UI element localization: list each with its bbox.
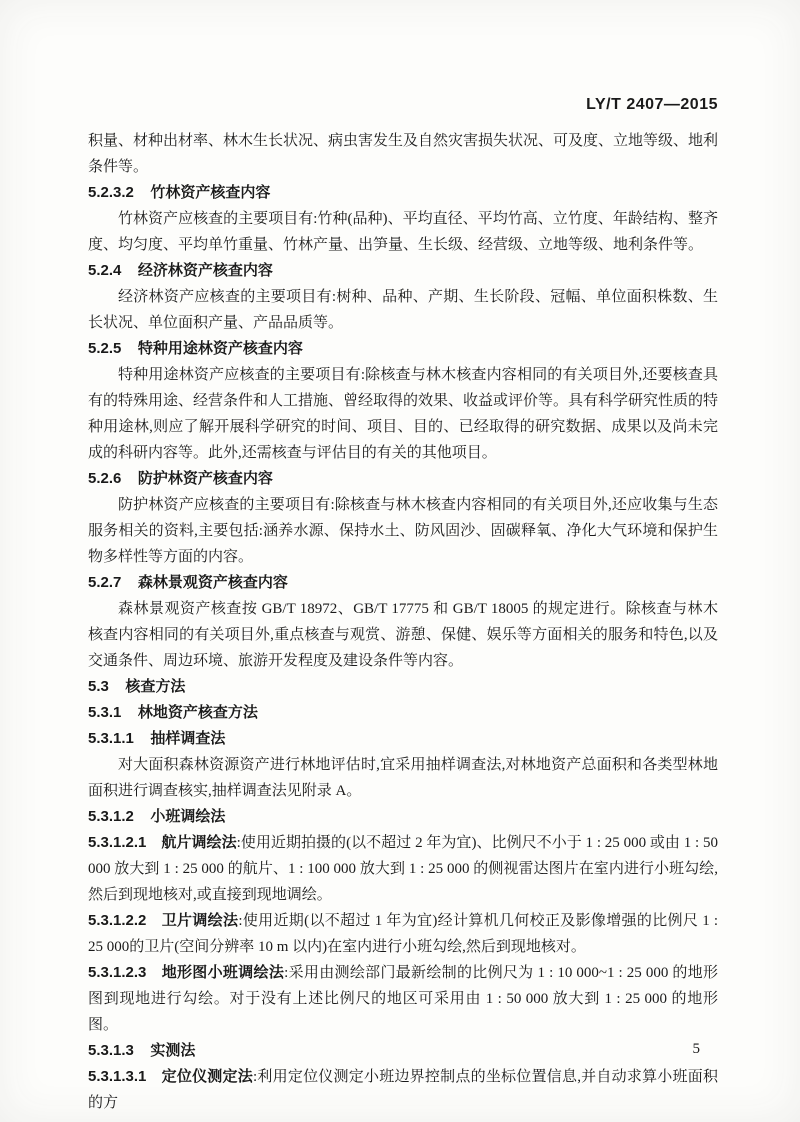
section-heading <box>88 700 718 726</box>
section-title: 经济林资产核查内容 <box>137 262 273 279</box>
clause-term: 卫片调绘法 <box>161 912 239 929</box>
section-heading <box>88 466 718 492</box>
page-content <box>88 92 718 1116</box>
clause-term: 航片调绘法 <box>161 834 237 851</box>
paragraph: 积量、材种出材率、林木生长状况、病虫害发生及自然灾害损失状况、可及度、立地等级、地利条件等。 <box>88 133 719 175</box>
section-number: 5.3.1.2 <box>88 808 134 825</box>
section-heading <box>88 570 718 596</box>
numbered-clause <box>88 960 718 1038</box>
section-title: 小班调绘法 <box>150 808 226 825</box>
doc-number: LY/T 2407—2015 <box>586 96 718 113</box>
section-number: 5.3.1.1 <box>88 730 134 747</box>
paragraph: 特种用途林资产应核查的主要项目有:除核查与林木核查内容相同的有关项目外,还要核查具有的特殊用途、经营条件和人工措施、曾经取得的效果、收益或评价等。具有科学研究性质的特种用途林,则应了解开展科学研究的时间、项目、目的、已经取得的研究数据、成果以及尚未完成的科研内容等。此外,还需核查与评估目的有关的其他项目。 <box>88 367 719 461</box>
clause-text: :使用近期拍摄的(以不超过 2 年为宜)、比例尺不小于 1 : 25 000 或由 1 : 50 000 放大到 1 : 25 000 的航片、1 : 100 000 放大到 1 : 25 000 的侧视雷达图片在室内进行小班勾绘,然后到现地核对,或直接到现地调绘。 <box>88 835 718 903</box>
section-title: 竹林资产核查内容 <box>150 184 271 201</box>
section-number: 5.2.5 <box>88 340 122 357</box>
clause-number: 5.3.1.2.2 <box>88 912 147 929</box>
document-body <box>88 128 718 1116</box>
section-heading <box>88 674 718 700</box>
section-title: 核查方法 <box>125 678 186 695</box>
section-number: 5.2.4 <box>88 262 122 279</box>
section-heading <box>88 804 718 830</box>
section-number: 5.3.1.3 <box>88 1042 134 1059</box>
clause-number: 5.3.1.2.3 <box>88 964 147 981</box>
paragraph: 防护林资产应核查的主要项目有:除核查与林木核查内容相同的有关项目外,还应收集与生态服务相关的资料,主要包括:涵养水源、保持水土、防风固沙、固碳释氧、净化大气环境和保护生物多样性等方面的内容。 <box>88 497 718 565</box>
section-number: 5.2.3.2 <box>88 184 134 201</box>
section-title: 防护林资产核查内容 <box>137 470 273 487</box>
numbered-clause <box>88 830 718 908</box>
numbered-clause <box>88 1064 718 1116</box>
section-title: 森林景观资产核查内容 <box>137 574 288 591</box>
clause-number: 5.3.1.2.1 <box>88 834 147 851</box>
clause-text: :使用近期(以不超过 1 年为宜)经计算机几何校正及影像增强的比例尺 1 : 25 000的卫片(空间分辨率 10 m 以内)在室内进行小班勾绘,然后到现地核对。 <box>88 913 718 955</box>
clause-number: 5.3.1.3.1 <box>88 1068 147 1085</box>
paragraph: 对大面积森林资源资产进行林地评估时,宜采用抽样调查法,对林地资产总面积和各类型林地面积进行调查核实,抽样调查法见附录 A。 <box>88 757 718 799</box>
paragraph: 森林景观资产核查按 GB/T 18972、GB/T 17775 和 GB/T 18005 的规定进行。除核查与林木核查内容相同的有关项目外,重点核查与观赏、游憩、保健、娱乐等方面相关的服务和特色,以及交通条件、周边环境、旅游开发程度及建设条件等内容。 <box>88 601 718 669</box>
section-heading <box>88 258 718 284</box>
page-number: 5 <box>692 1041 700 1057</box>
section-title: 抽样调查法 <box>150 730 226 747</box>
section-number: 5.3 <box>88 678 109 695</box>
section-number: 5.2.6 <box>88 470 122 487</box>
section-number: 5.2.7 <box>88 574 122 591</box>
clause-text: :采用由测绘部门最新绘制的比例尺为 1 : 10 000~1 : 25 000 的地形图到现地进行勾绘。对于没有上述比例尺的地区可采用由 1 : 50 000 放大到 1 : 25 000 的地形图。 <box>88 965 718 1033</box>
numbered-clause <box>88 908 718 960</box>
paragraph: 竹林资产应核查的主要项目有:竹种(品种)、平均直径、平均竹高、立竹度、年龄结构、整齐度、均匀度、平均单竹重量、竹林产量、出笋量、生长级、经营级、立地等级、地利条件等。 <box>88 211 718 253</box>
section-title: 林地资产核查方法 <box>137 704 258 721</box>
section-number: 5.3.1 <box>88 704 122 721</box>
section-title: 实测法 <box>150 1042 196 1059</box>
paragraph: 经济林资产应核查的主要项目有:树种、品种、产期、生长阶段、冠幅、单位面积株数、生长状况、单位面积产量、产品品质等。 <box>88 289 718 331</box>
section-title: 特种用途林资产核查内容 <box>137 340 303 357</box>
clause-term: 定位仪测定法 <box>161 1068 253 1085</box>
clause-term: 地形图小班调绘法 <box>161 964 285 981</box>
clause-text: :利用定位仪测定小班边界控制点的坐标位置信息,并自动求算小班面积的方 <box>88 1069 718 1111</box>
section-heading <box>88 180 718 206</box>
section-heading <box>88 1038 718 1064</box>
section-heading <box>88 726 718 752</box>
section-heading <box>88 336 718 362</box>
